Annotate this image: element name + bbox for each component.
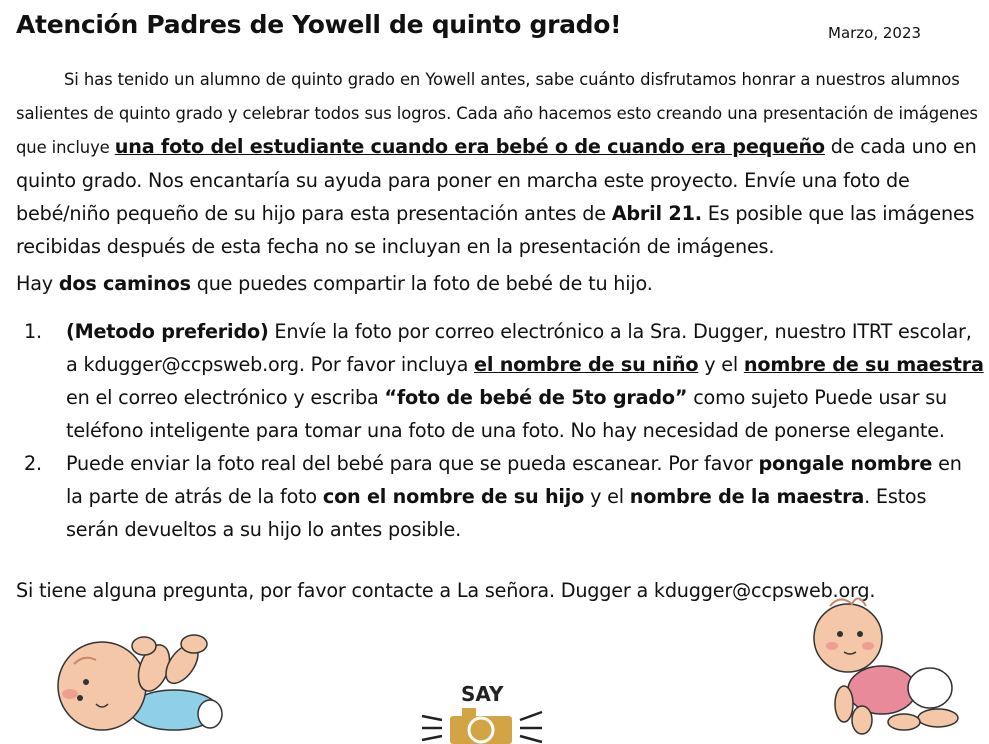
intro-text-2: de cada uno en quinto grado. Nos encantaría su ayuda para poner en marcha este proyecto. Envíe una foto de bebé/niño pequeño de su hijo para esta presentación antes de [16, 135, 977, 225]
step1-text-3: en el correo electrónico y escriba [66, 386, 385, 409]
step1-text-2: y el [698, 353, 744, 376]
camera-say-illustration [418, 680, 548, 744]
step2-text-1: Puede enviar la foto real del bebé para que se pueda escanear. Por favor [66, 452, 759, 475]
step1-text-4: como sujeto Puede usar su teléfono inteligente para tomar una foto de una foto. No hay necesidad de ponerse elegante. [66, 386, 948, 442]
baby-crawling-illustration [800, 588, 960, 738]
step-number: 2. [24, 452, 42, 475]
step-item [16, 315, 984, 447]
intro-underlined: una foto del estudiante cuando era bebé o de cuando era pequeño [114, 135, 825, 158]
intro-deadline: Abril 21. [611, 202, 702, 225]
intro-paragraph [16, 62, 984, 263]
intro-text-3: Es posible que las imágenes recibidas después de esta fecha no se incluyan en la presentación de imágenes. [16, 202, 975, 258]
step2-bold-2: con el nombre de su hijo [322, 485, 585, 508]
step1-underlined-2: nombre de su maestra [743, 353, 984, 376]
step2-text-2: en la parte de atrás de la foto [66, 452, 962, 508]
steps-list [16, 315, 984, 546]
step2-text-3: y el [584, 485, 630, 508]
ways-bold: dos caminos [58, 272, 191, 295]
step-number: 1. [24, 320, 42, 343]
page-title: Atención Padres de Yowell de quinto grado! [16, 10, 622, 39]
step2-bold-1: pongale nombre [758, 452, 933, 475]
step2-text-4: . Estos serán devueltos a su hijo lo antes posible. [66, 485, 927, 541]
contact-paragraph: Si tiene alguna pregunta, por favor contacte a La señora. Dugger a kdugger@ccpsweb.org. [16, 579, 876, 602]
step1-bold-1: (Metodo preferido) [66, 320, 269, 343]
step2-bold-3: nombre de la maestra [629, 485, 865, 508]
step1-text-1: Envíe la foto por correo electrónico a la Sra. Dugger, nuestro ITRT escolar, a kdugger@ccpsweb.org. Por favor incluya [66, 320, 972, 376]
ways-post: que puedes compartir la foto de bebé de tu hijo. [190, 272, 653, 295]
date-label: Marzo, 2023 [828, 24, 922, 42]
step1-bold-2: “foto de bebé de 5to grado” [384, 386, 688, 409]
baby-lying-illustration [44, 624, 224, 734]
ways-pre: Hay [16, 272, 59, 295]
ways-paragraph [16, 267, 984, 300]
camera-say-text: SAY [461, 682, 504, 706]
intro-text-1: Si has tenido un alumno de quinto grado en Yowell antes, sabe cuánto disfrutamos honrar a nuestros alumnos salientes de quinto grado y celebrar todos sus logros. Cada año hacemos esto creando una presentación de imágenes que incluye [16, 70, 978, 157]
step-item [16, 447, 984, 546]
step1-underlined-1: el nombre de su niño [474, 353, 699, 376]
